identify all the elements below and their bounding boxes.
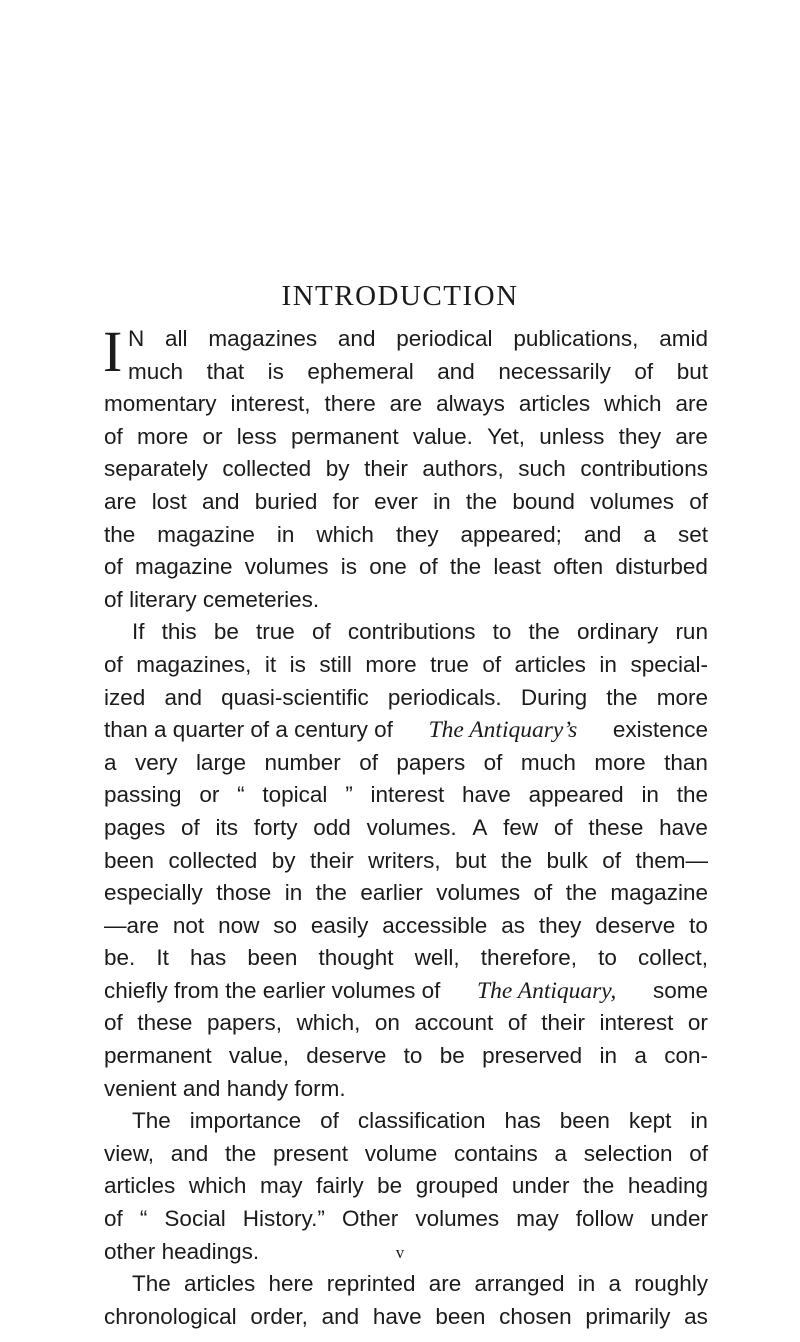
text-line: articles which may fairly be grouped under the heading bbox=[104, 1173, 708, 1199]
text-line: of “ Social History.” Other volumes may follow under bbox=[104, 1206, 708, 1232]
paragraph-1 bbox=[103, 319, 708, 616]
text-line: of magazines, it is still more true of articles in special- bbox=[104, 651, 708, 677]
text-line: If this be true of contributions to the ordinary run bbox=[132, 619, 708, 645]
text-line: much that is ephemeral and necessarily of but bbox=[128, 358, 708, 384]
chapter-title: INTRODUCTION bbox=[281, 280, 519, 312]
text-line: pages of its forty odd volumes. A few of these have bbox=[104, 814, 708, 840]
text-line: of more or less permanent value. Yet, unless they are bbox=[104, 423, 708, 449]
text-line: been collected by their writers, but the bulk of them— bbox=[104, 847, 708, 873]
text-line: chiefly from the earlier volumes of The Antiquary, some bbox=[104, 975, 708, 1008]
body-text bbox=[103, 319, 708, 1333]
paragraph-2 bbox=[104, 616, 708, 1105]
text-line: of these papers, which, on account of their interest or bbox=[104, 1010, 708, 1036]
drop-cap: I bbox=[103, 319, 123, 384]
text-line: separately collected by their authors, such contributions bbox=[104, 456, 708, 482]
text-line: ized and quasi-scientific periodicals. During the more bbox=[104, 684, 708, 710]
paragraph-4 bbox=[104, 1268, 708, 1333]
text-line: The articles here reprinted are arranged in a roughly bbox=[132, 1271, 708, 1297]
text-line: The importance of classification has been kept in bbox=[132, 1108, 708, 1134]
text-line: passing or “ topical ” interest have appeared in the bbox=[104, 782, 708, 808]
text-line: view, and the present volume contains a selection of bbox=[104, 1140, 708, 1166]
text-line: of literary cemeteries. bbox=[104, 586, 320, 612]
text-line: especially those in the earlier volumes of the magazine bbox=[104, 880, 708, 906]
page-number: v bbox=[395, 1243, 405, 1262]
text-line: momentary interest, there are always articles which are bbox=[104, 391, 708, 417]
text-line: the magazine in which they appeared; and a set bbox=[104, 521, 708, 547]
text-line: of magazine volumes is one of the least often disturbed bbox=[104, 554, 708, 580]
text-line: are lost and buried for ever in the bound volumes of bbox=[104, 488, 708, 514]
text-line: be. It has been thought well, therefore, to collect, bbox=[104, 945, 708, 971]
text-line: than a quarter of a century of The Antiquary’s existence bbox=[104, 714, 708, 747]
text-line: N all magazines and periodical publications, amid bbox=[128, 326, 708, 351]
italic-title: The Antiquary, bbox=[477, 977, 617, 1004]
text-line: chronological order, and have been chosen primarily as bbox=[104, 1303, 708, 1329]
text-line: a very large number of papers of much more than bbox=[104, 749, 708, 775]
text-line: permanent value, deserve to be preserved in a con- bbox=[104, 1043, 708, 1069]
text-line: other headings. bbox=[104, 1238, 260, 1264]
italic-title: The Antiquary’s bbox=[428, 717, 578, 744]
text-line: venient and handy form. bbox=[104, 1075, 346, 1101]
text-line: —are not now so easily accessible as they deserve to bbox=[104, 912, 708, 938]
